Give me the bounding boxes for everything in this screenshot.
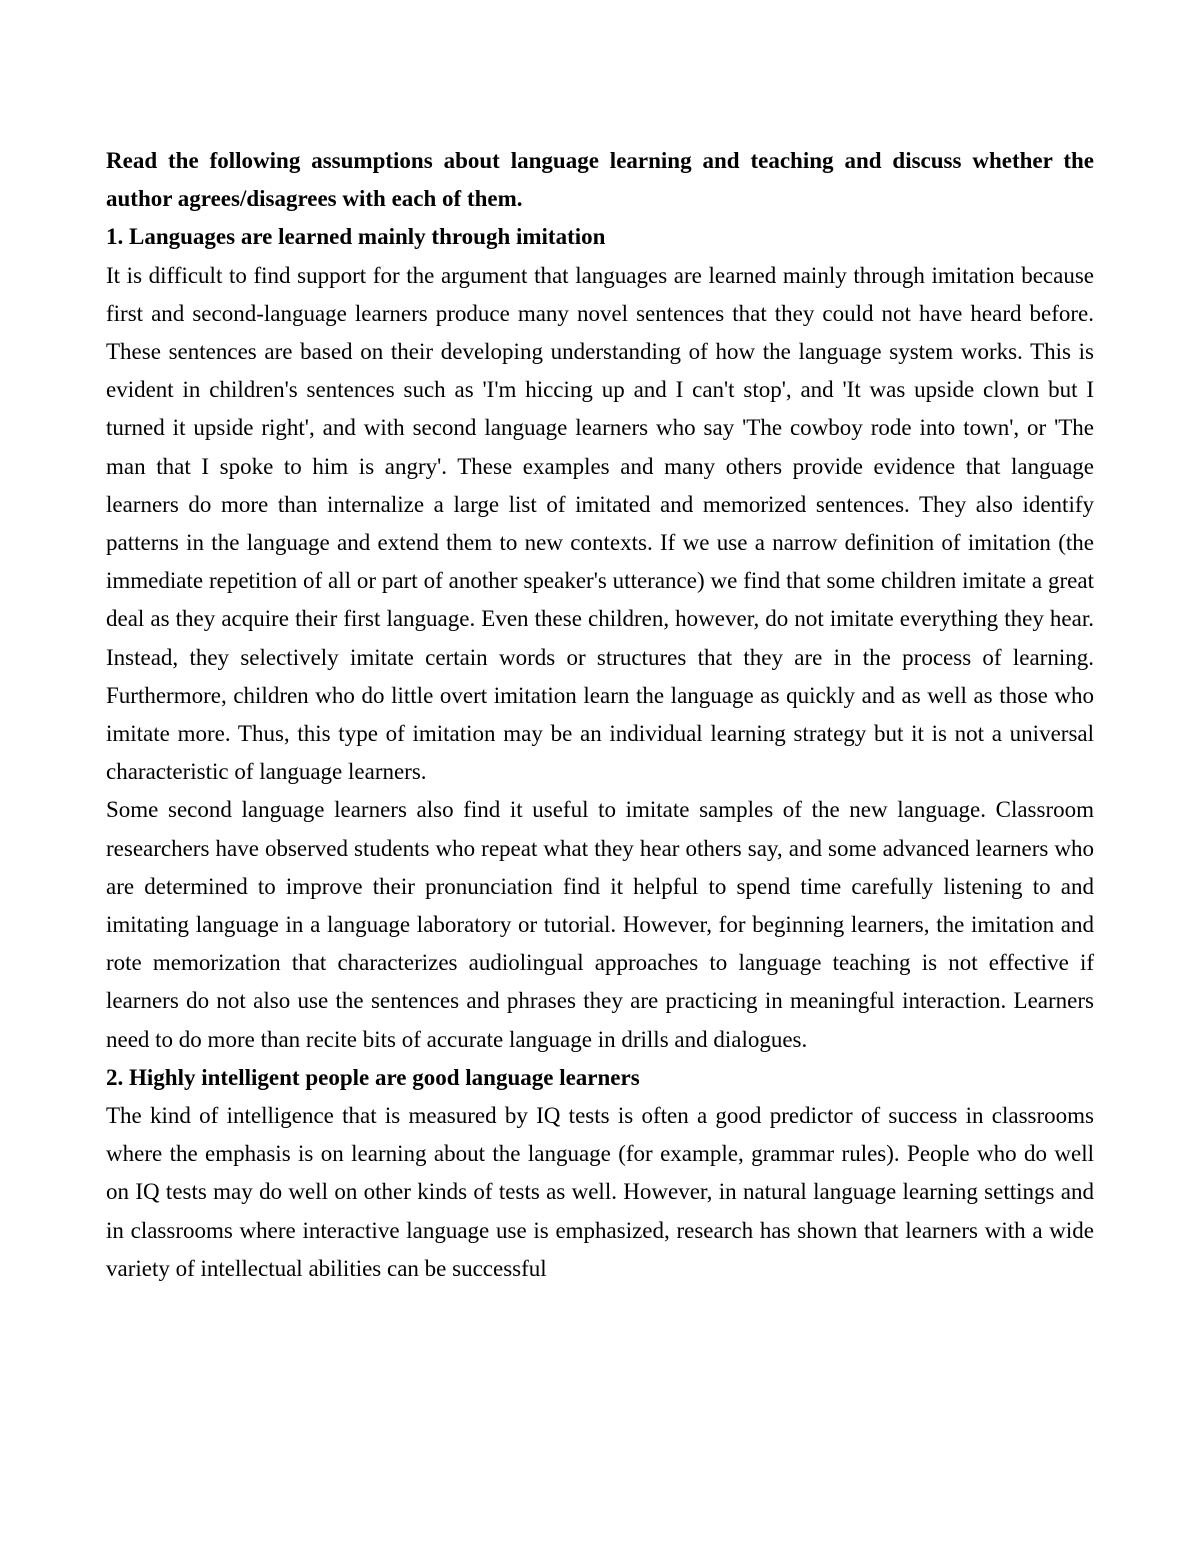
section-1-heading: 1. Languages are learned mainly through imitation [106, 224, 606, 250]
document-page [106, 142, 1094, 1288]
section-2-heading: 2. Highly intelligent people are good language learners [106, 1064, 640, 1090]
instruction-text: Read the following assumptions about language learning and teaching and discuss whether the author agrees/disagrees with each of them. [106, 148, 1094, 212]
section-1-paragraph-2: Some second language learners also find it useful to imitate samples of the new language. Classroom researchers have observed students who repeat what they hear others say, and some advanced learners who are determined to improve their pronunciation find it helpful to spend time carefully listening to and imitating language in a language laboratory or tutorial. However, for beginning learners, the imitation and rote memorization that characterizes audiolingual approaches to language teaching is not effective if learners do not also use the sentences and phrases they are practicing in meaningful interaction. Learners need to do more than recite bits of accurate language in drills and dialogues. [106, 797, 1094, 1052]
section-1-paragraph-1: It is difficult to find support for the argument that languages are learned mainly through imitation because first and second-language learners produce many novel sentences that they could not have heard before. These sentences are based on their developing understanding of how the language system works. This is evident in children's sentences such as 'I'm hiccing up and I can't stop', and 'It was upside clown but I turned it upside right', and with second language learners who say 'The cowboy rode into town', or 'The man that I spoke to him is angry'. These examples and many others provide evidence that language learners do more than internalize a large list of imitated and memorized sentences. They also identify patterns in the language and extend them to new contexts. If we use a narrow definition of imitation (the immediate repetition of all or part of another speaker's utterance) we find that some children imitate a great deal as they acquire their first language. Even these children, however, do not imitate everything they hear. Instead, they selectively imitate certain words or structures that they are in the process of learning. Furthermore, children who do little overt imitation learn the language as quickly and as well as those who imitate more. Thus, this type of imitation may be an individual learning strategy but it is not a universal characteristic of language learners. [106, 262, 1094, 785]
section-2-paragraph-1: The kind of intelligence that is measured by IQ tests is often a good predictor of success in classrooms where the emphasis is on learning about the language (for example, grammar rules). People who do well on IQ tests may do well on other kinds of tests as well. However, in natural language learning settings and in classrooms where interactive language use is emphasized, research has shown that learners with a wide variety of intellectual abilities can be successful [106, 1103, 1094, 1281]
